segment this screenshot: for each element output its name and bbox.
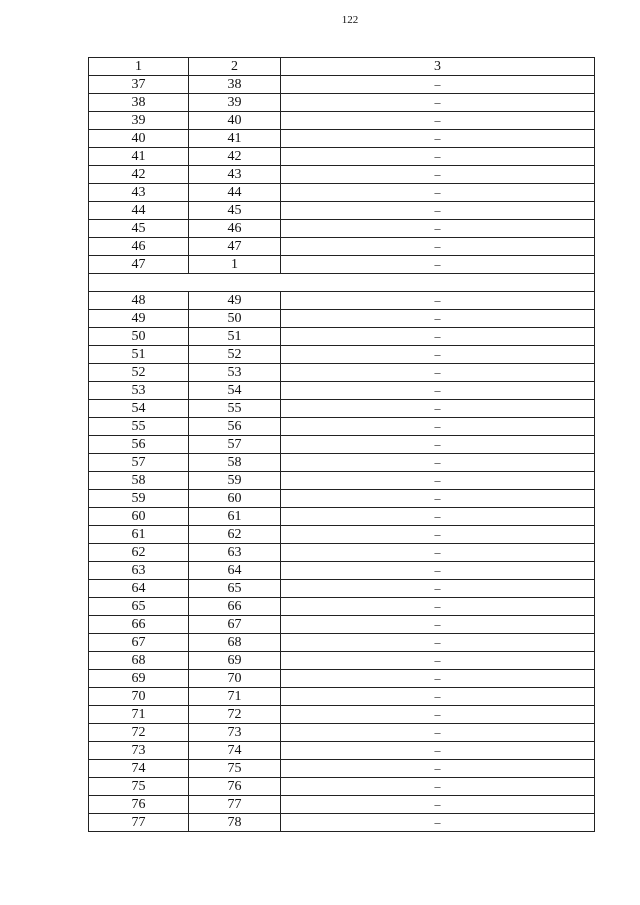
table-cell-col-1: 53 [89, 382, 189, 400]
table-cell-col-3: – [281, 310, 595, 328]
table-row [89, 256, 595, 274]
table-cell-col-2: 42 [189, 148, 281, 166]
table-cell-col-2: 55 [189, 400, 281, 418]
table-cell-col-2: 78 [189, 814, 281, 832]
table-body [89, 58, 595, 832]
table-cell-col-2: 40 [189, 112, 281, 130]
table-cell-col-2: 65 [189, 580, 281, 598]
table-cell-col-3: – [281, 508, 595, 526]
table-cell-col-3: – [281, 670, 595, 688]
table-cell-col-1: 76 [89, 796, 189, 814]
table-cell-col-1: 70 [89, 688, 189, 706]
table-cell-col-1: 77 [89, 814, 189, 832]
table-cell-col-1: 67 [89, 634, 189, 652]
table-cell-col-1: 72 [89, 724, 189, 742]
table-cell-col-1: 47 [89, 256, 189, 274]
table-cell-col-2: 43 [189, 166, 281, 184]
table-cell-col-3: – [281, 652, 595, 670]
table-cell-col-1: 66 [89, 616, 189, 634]
table-cell-col-3: – [281, 400, 595, 418]
table-row [89, 580, 595, 598]
table-cell-col-3: – [281, 562, 595, 580]
table-cell-col-1: 38 [89, 94, 189, 112]
table-cell-col-3: – [281, 724, 595, 742]
table-cell-col-3: – [281, 760, 595, 778]
table-cell-col-1: 44 [89, 202, 189, 220]
table-cell-col-2: 68 [189, 634, 281, 652]
table-cell-col-1: 58 [89, 472, 189, 490]
table-cell-col-3: – [281, 112, 595, 130]
table-row [89, 814, 595, 832]
table-row [89, 148, 595, 166]
table-cell-col-3: – [281, 292, 595, 310]
table-row [89, 760, 595, 778]
table-cell-col-1: 40 [89, 130, 189, 148]
table-cell-col-2: 47 [189, 238, 281, 256]
table-row [89, 472, 595, 490]
table-row [89, 202, 595, 220]
table-cell-col-1: 74 [89, 760, 189, 778]
table-cell-col-3: – [281, 382, 595, 400]
table-cell-col-2: 60 [189, 490, 281, 508]
table-cell-col-3: – [281, 130, 595, 148]
table-cell-col-3: – [281, 778, 595, 796]
table-cell-col-2: 77 [189, 796, 281, 814]
table-cell-col-3: – [281, 598, 595, 616]
table-row [89, 436, 595, 454]
table-cell-col-3: – [281, 148, 595, 166]
table-cell-col-2: 64 [189, 562, 281, 580]
table-cell-col-1: 60 [89, 508, 189, 526]
table-cell-col-2: 76 [189, 778, 281, 796]
table-cell-col-3: – [281, 436, 595, 454]
table-row [89, 544, 595, 562]
table-cell-col-3: – [281, 418, 595, 436]
header-cell-1: 1 [89, 58, 189, 76]
table-row [89, 562, 595, 580]
table-row [89, 184, 595, 202]
table-cell-col-2: 72 [189, 706, 281, 724]
table-cell-col-2: 45 [189, 202, 281, 220]
table-cell-col-1: 63 [89, 562, 189, 580]
table-row [89, 508, 595, 526]
table-cell-col-2: 74 [189, 742, 281, 760]
table-row [89, 652, 595, 670]
table-section-gap [89, 274, 595, 292]
table-cell-col-2: 70 [189, 670, 281, 688]
table-cell-col-2: 58 [189, 454, 281, 472]
table-cell-col-1: 57 [89, 454, 189, 472]
table-row [89, 742, 595, 760]
table-row [89, 400, 595, 418]
table-row [89, 670, 595, 688]
table-cell-col-1: 62 [89, 544, 189, 562]
table-cell-col-2: 39 [189, 94, 281, 112]
table-cell-col-3: – [281, 688, 595, 706]
table-cell-col-3: – [281, 166, 595, 184]
table-cell-col-3: – [281, 328, 595, 346]
table-row [89, 706, 595, 724]
table-cell-col-3: – [281, 814, 595, 832]
table-cell-col-1: 51 [89, 346, 189, 364]
table-cell-col-2: 61 [189, 508, 281, 526]
table-cell-col-3: – [281, 346, 595, 364]
table-cell-col-2: 75 [189, 760, 281, 778]
table-row [89, 454, 595, 472]
table-cell-col-1: 39 [89, 112, 189, 130]
table-cell-col-1: 52 [89, 364, 189, 382]
table-row [89, 796, 595, 814]
table-cell-col-1: 68 [89, 652, 189, 670]
table-cell-col-3: – [281, 184, 595, 202]
table-cell-col-2: 73 [189, 724, 281, 742]
table-cell-col-2: 57 [189, 436, 281, 454]
table-cell-col-3: – [281, 526, 595, 544]
table-row [89, 238, 595, 256]
table-cell-col-2: 51 [189, 328, 281, 346]
table-cell-col-3: – [281, 454, 595, 472]
table-cell-col-3: – [281, 544, 595, 562]
table-cell-col-3: – [281, 364, 595, 382]
table-row [89, 112, 595, 130]
table-row [89, 526, 595, 544]
table-row [89, 166, 595, 184]
table-cell-col-1: 43 [89, 184, 189, 202]
table-cell-col-3: – [281, 742, 595, 760]
table-cell-col-2: 49 [189, 292, 281, 310]
table-cell-col-3: – [281, 94, 595, 112]
table-cell-col-1: 61 [89, 526, 189, 544]
table-row [89, 778, 595, 796]
table-cell-col-1: 42 [89, 166, 189, 184]
table-cell-col-1: 46 [89, 238, 189, 256]
header-cell-3: 3 [281, 58, 595, 76]
table-cell-col-2: 1 [189, 256, 281, 274]
table-cell-col-1: 71 [89, 706, 189, 724]
table-cell-col-1: 48 [89, 292, 189, 310]
table-cell-col-2: 41 [189, 130, 281, 148]
table-cell-col-1: 49 [89, 310, 189, 328]
table-row [89, 490, 595, 508]
table-cell-col-2: 54 [189, 382, 281, 400]
table-cell-col-3: – [281, 490, 595, 508]
header-cell-2: 2 [189, 58, 281, 76]
table-cell-col-1: 37 [89, 76, 189, 94]
table-cell-col-2: 52 [189, 346, 281, 364]
table-cell-col-1: 50 [89, 328, 189, 346]
table-row [89, 346, 595, 364]
table-cell-col-3: – [281, 202, 595, 220]
empty-row-cell [89, 274, 595, 292]
table-cell-col-1: 41 [89, 148, 189, 166]
table-cell-col-3: – [281, 76, 595, 94]
table-cell-col-3: – [281, 472, 595, 490]
table-cell-col-3: – [281, 634, 595, 652]
table-cell-col-1: 65 [89, 598, 189, 616]
table-cell-col-2: 50 [189, 310, 281, 328]
table-cell-col-3: – [281, 256, 595, 274]
table-cell-col-1: 45 [89, 220, 189, 238]
table-cell-col-2: 53 [189, 364, 281, 382]
table-cell-col-3: – [281, 616, 595, 634]
table-cell-col-3: – [281, 796, 595, 814]
table-cell-col-2: 62 [189, 526, 281, 544]
table-cell-col-2: 71 [189, 688, 281, 706]
table-row [89, 310, 595, 328]
table-cell-col-1: 56 [89, 436, 189, 454]
table-cell-col-1: 73 [89, 742, 189, 760]
table-row [89, 328, 595, 346]
table-cell-col-2: 56 [189, 418, 281, 436]
table-row [89, 688, 595, 706]
page-number: 122 [341, 14, 359, 26]
table-cell-col-2: 63 [189, 544, 281, 562]
table-cell-col-3: – [281, 580, 595, 598]
table-cell-col-2: 66 [189, 598, 281, 616]
table-row [89, 418, 595, 436]
table-cell-col-2: 59 [189, 472, 281, 490]
table-cell-col-3: – [281, 706, 595, 724]
table-row [89, 292, 595, 310]
table-row [89, 220, 595, 238]
table-cell-col-1: 55 [89, 418, 189, 436]
table-row [89, 94, 595, 112]
table-cell-col-3: – [281, 238, 595, 256]
table-cell-col-2: 46 [189, 220, 281, 238]
header-row [89, 58, 595, 76]
table-cell-col-1: 75 [89, 778, 189, 796]
table-cell-col-2: 69 [189, 652, 281, 670]
table-cell-col-1: 69 [89, 670, 189, 688]
table-cell-col-2: 38 [189, 76, 281, 94]
table-cell-col-3: – [281, 220, 595, 238]
table-row [89, 382, 595, 400]
table-cell-col-1: 64 [89, 580, 189, 598]
data-table [88, 57, 595, 832]
table-row [89, 76, 595, 94]
table-row [89, 634, 595, 652]
table-row [89, 616, 595, 634]
table-row [89, 598, 595, 616]
table-cell-col-1: 54 [89, 400, 189, 418]
table-cell-col-2: 44 [189, 184, 281, 202]
table-cell-col-2: 67 [189, 616, 281, 634]
table-row [89, 724, 595, 742]
table-row [89, 364, 595, 382]
table-row [89, 130, 595, 148]
table-cell-col-1: 59 [89, 490, 189, 508]
